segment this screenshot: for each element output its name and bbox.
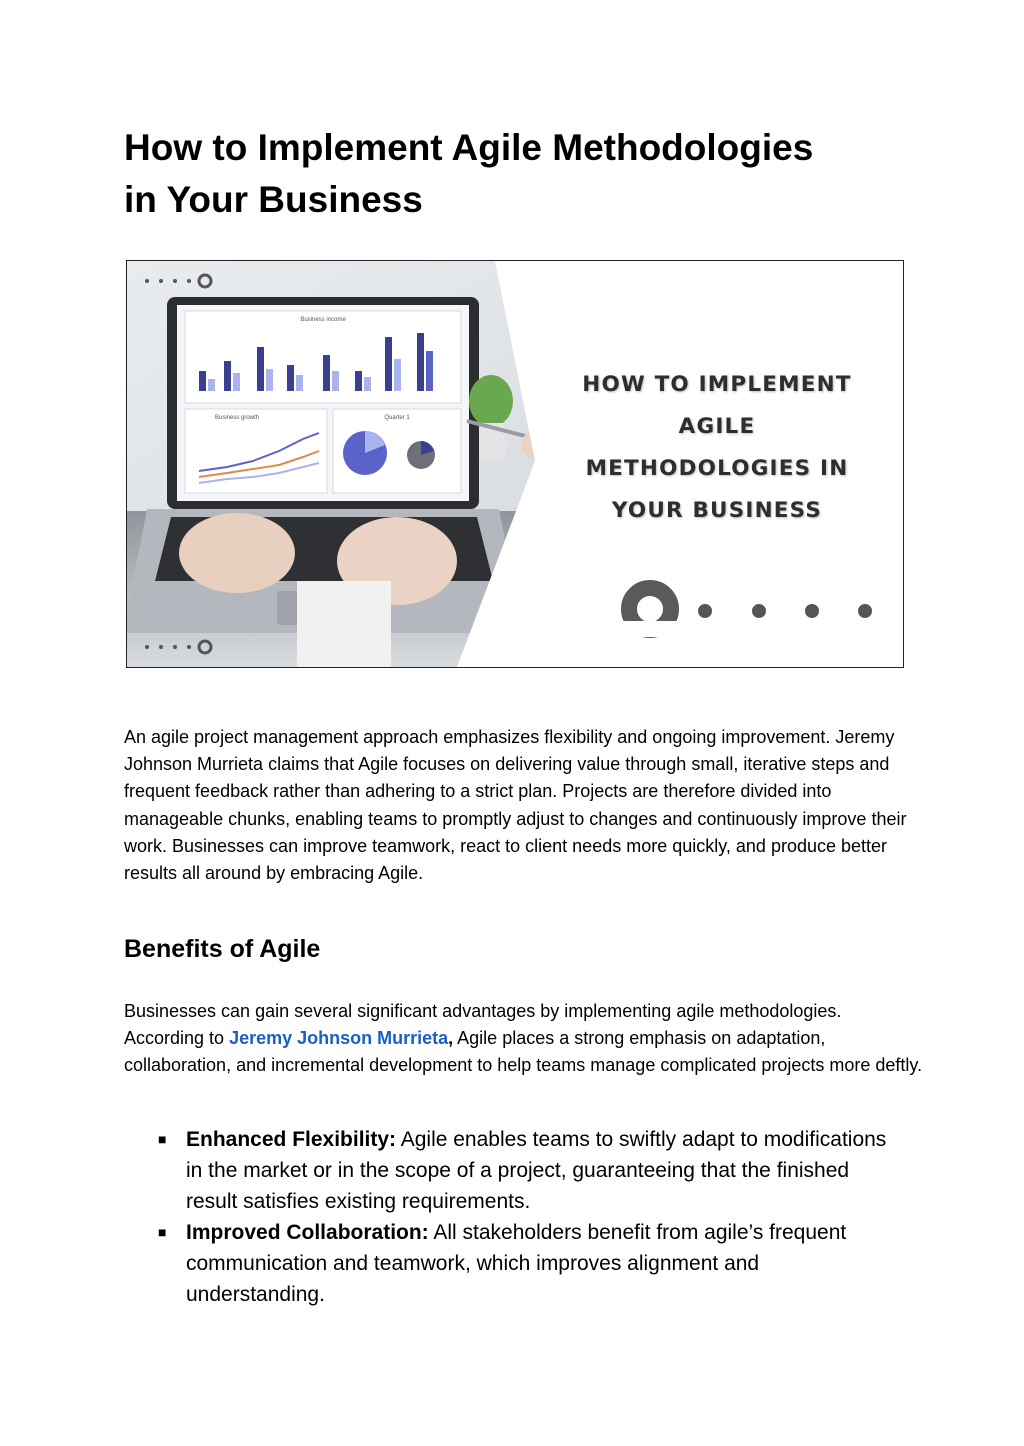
hero-line-3: METHODOLOGIES IN xyxy=(585,456,849,481)
title-line-1: How to Implement Agile Methodologies xyxy=(124,127,814,168)
hero-heading xyxy=(547,364,887,532)
list-item xyxy=(158,1217,898,1310)
left-hand xyxy=(179,513,295,593)
hero-line-2: AGILE xyxy=(678,414,756,439)
hero-line-4: YOUR BUSINESS xyxy=(611,498,823,523)
intro-paragraph: An agile project management approach emphasizes flexibility and ongoing improvement. Jeremy Johnson Murrieta claims that Agile focuses on delivering value through small, iterative steps and frequent feedback rather than adhering to a strict plan. Projects are therefore divided into manageable chunks, enabling teams to promptly adjust to changes and continuously improve their work. Businesses can improve teamwork, react to client needs more quickly, and produce better results all around by embracing Agile. xyxy=(124,727,907,884)
screen-growth-title: Business growth xyxy=(214,415,260,421)
screen-quarter-title: Quarter 1 xyxy=(384,415,410,421)
sleeve xyxy=(297,581,391,667)
hero-line-1: HOW TO IMPLEMENT xyxy=(582,372,852,397)
page-title xyxy=(124,122,924,226)
list-item xyxy=(158,1124,898,1217)
benefits-paragraph xyxy=(124,998,924,1080)
hero-image xyxy=(126,260,904,668)
square-bullet-icon: ■ xyxy=(158,1224,167,1240)
list-item-term: Enhanced Flexibility: xyxy=(186,1128,397,1151)
list-item-text: Agile enables teams to swiftly adapt to modifications in the market or in the scope of a project, guaranteeing that the finished result satisfies existing requirements. xyxy=(186,1128,887,1213)
list-item-text: All stakeholders benefit from agile’s frequent communication and teamwork, which improves alignment and understanding. xyxy=(186,1221,847,1306)
screen-growth-panel xyxy=(185,409,327,493)
square-bullet-icon: ■ xyxy=(158,1131,167,1147)
benefits-list xyxy=(158,1124,898,1310)
benefits-comma: , xyxy=(448,1028,454,1049)
section-heading-benefits: Benefits of Agile xyxy=(124,935,321,963)
benefits-text-before-link: Businesses can gain several significant advantages by implementing agile methodologies. According to xyxy=(124,1001,842,1049)
screen-income-title: Business income xyxy=(300,317,346,323)
plant xyxy=(469,375,513,427)
ring-cut xyxy=(623,621,677,637)
title-line-2: in Your Business xyxy=(124,179,423,220)
author-link[interactable]: Jeremy Johnson Murrieta xyxy=(229,1028,449,1049)
benefits-text-after-link: Agile places a strong emphasis on adaptation, collaboration, and incremental development to help teams manage complicated projects more deftly. xyxy=(124,1028,923,1076)
list-item-term: Improved Collaboration: xyxy=(186,1221,429,1244)
